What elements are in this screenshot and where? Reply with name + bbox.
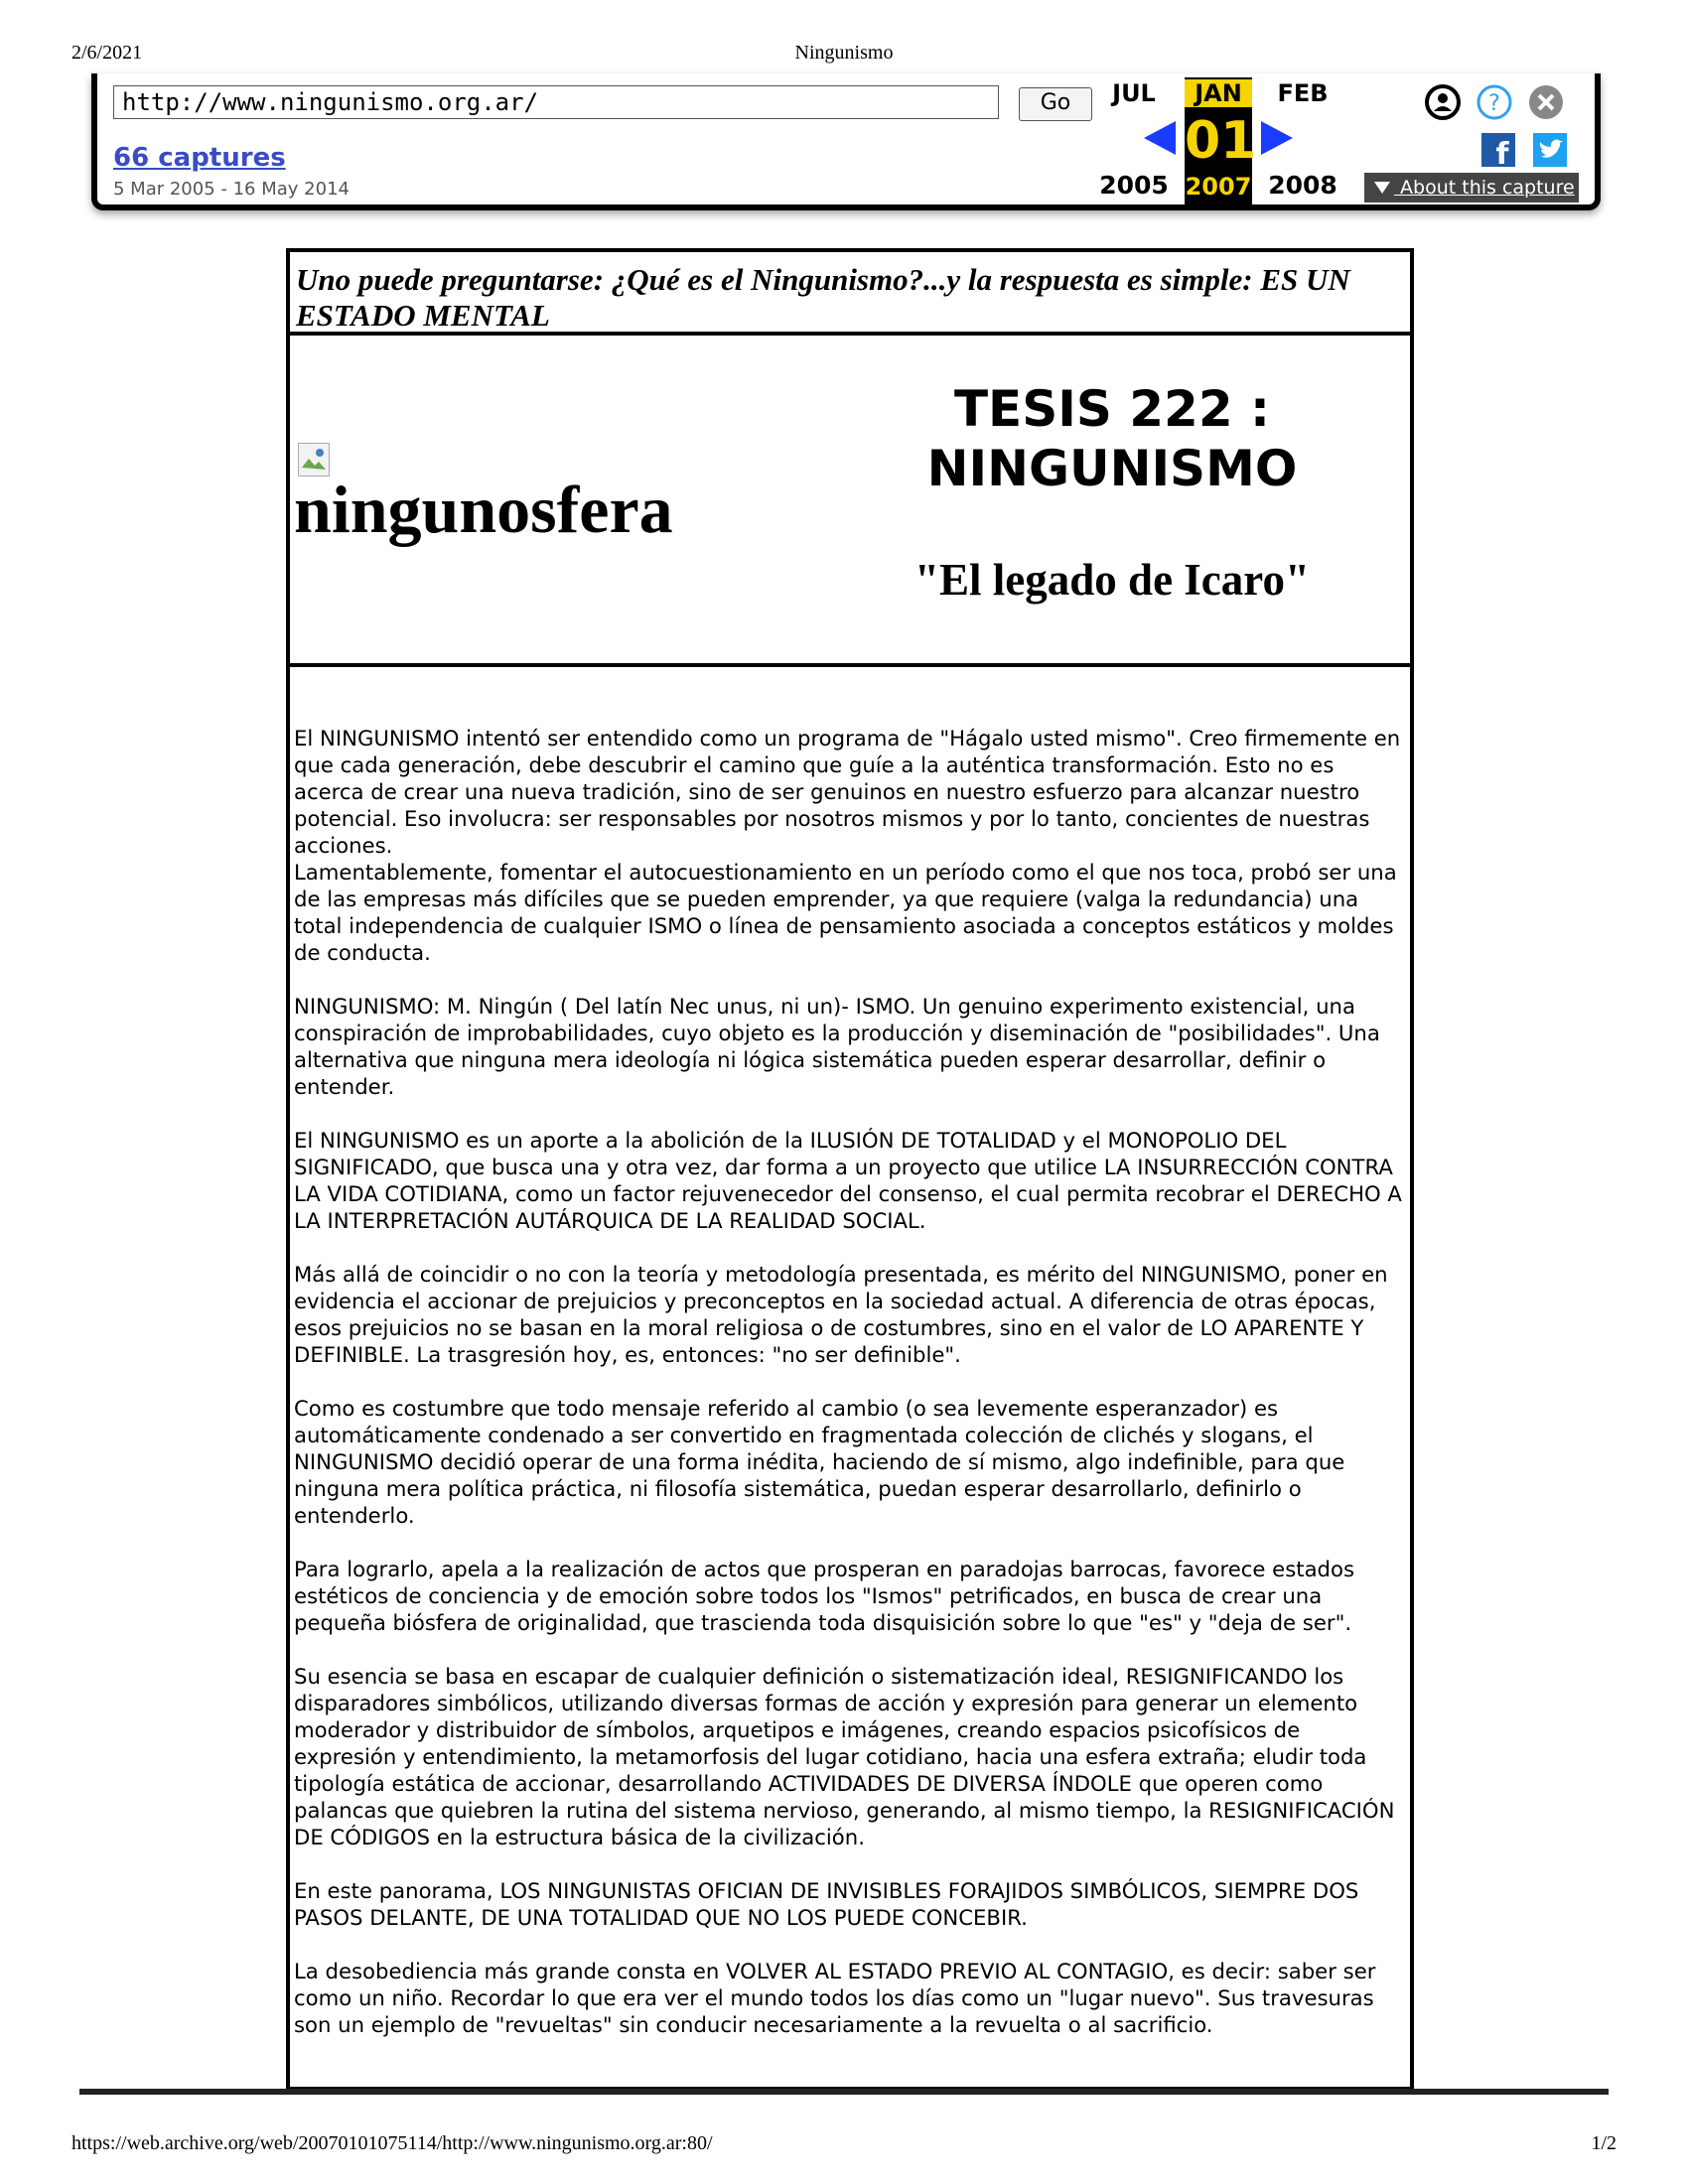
title-line-2: NINGUNISMO <box>926 440 1298 497</box>
current-month: JAN <box>1185 79 1252 107</box>
article-body <box>294 725 1408 2065</box>
next-arrow-icon[interactable] <box>1259 119 1295 157</box>
print-page-number: 1/2 <box>1591 2132 1617 2154</box>
twitter-icon[interactable] <box>1533 133 1567 167</box>
next-year[interactable]: 2008 <box>1268 171 1337 200</box>
tagline: Uno puede preguntarse: ¿Qué es el Ningunismo?...y la respuesta es simple: ES UN ESTADO MENTAL <box>290 252 1410 336</box>
paragraph: Más allá de coincidir o no con la teoría y metodología presentada, es mérito del NINGUNISMO, poner en evidencia el accionar de prejuicios y preconceptos en la sociedad actual. A diferencia de otras épocas, esos prejuicios no se basan en la moral religiosa o de costumbres, sino en el valor de LO APARENTE Y DEFINIBLE. La trasgresión hoy, es, entonces: "no ser definible". <box>294 1262 1388 1367</box>
svg-text:?: ? <box>1488 91 1500 116</box>
paragraph: Su esencia se basa en escapar de cualquier definición o sistematización ideal, RESIGNIFICANDO los disparadores simbólicos, utilizando diversas formas de acción y expresión para generar un elemento moderador y distribuidor de símbolos, arquetipos e imágenes, creando espacios psicofísicos de expresión y entendimiento, la metamorfosis del lugar cotidiano, hacia una esfera extraña; eludir toda tipología estática de accionar, desarrollando ACTIVIDADES DE DIVERSA ÍNDOLE que operen como palancas que quiebren la rutina del sistema nervioso, generando, al mismo tiempo, la RESIGNIFICACIÓN DE CÓDIGOS en la estructura básica de la civilización. <box>294 1664 1395 1849</box>
close-icon[interactable] <box>1527 83 1565 121</box>
about-capture-label: About this capture <box>1394 177 1575 199</box>
paragraph: Lamentablemente, fomentar el autocuestionamiento en un período como el que nos toca, probó ser una de las empresas más difíciles que se pueden emprender, ya que requiere (valga la redundancia) una total independencia de cualquier ISMO o línea de pensamiento asociada a conceptos estáticos y moldes de conducta. <box>294 860 1397 965</box>
paragraph: Como es costumbre que todo mensaje referido al cambio (o sea levemente esperanzador) es automáticamente condenado a ser convertido en fragmentada colección de clichés y slogans, el NINGUNISMO decidió operar de una forma inédita, haciendo de sí mismo, algo indefinible, para que ninguna mera política práctica, ni filosofía sistemática, puedan esperar desarrollarlo, definirlo o entenderlo. <box>294 1396 1345 1528</box>
user-icon[interactable] <box>1424 83 1462 121</box>
header-cell <box>290 336 1410 667</box>
current-capture <box>1185 77 1257 205</box>
paragraph: La desobediencia más grande consta en VOLVER AL ESTADO PREVIO AL CONTAGIO, es decir: saber ser como un niño. Recordar lo que era ver el mundo todos los días como un "lugar nuevo". Sus travesuras son un ejemplo de "revueltas" sin conducir necesariamente a la revuelta o al sacrificio. <box>294 1959 1376 2037</box>
next-month[interactable]: FEB <box>1277 79 1329 107</box>
prev-month[interactable]: JUL <box>1112 79 1156 107</box>
about-capture-button[interactable] <box>1364 173 1579 203</box>
prev-arrow-icon[interactable] <box>1142 119 1178 157</box>
go-button[interactable]: Go <box>1019 87 1092 121</box>
print-title: Ningunismo <box>794 42 894 64</box>
horizontal-scrollbar[interactable] <box>79 2089 1609 2095</box>
url-input[interactable]: http://www.ningunismo.org.ar/ <box>113 85 999 119</box>
wayback-toolbar <box>91 73 1601 210</box>
help-icon[interactable] <box>1476 83 1513 121</box>
page-content-table <box>286 248 1414 2091</box>
svg-text:f: f <box>1495 137 1509 167</box>
capture-range: 5 Mar 2005 - 16 May 2014 <box>113 179 350 200</box>
current-year: 2007 <box>1185 173 1252 201</box>
title-line-1: TESIS 222 : <box>953 380 1271 438</box>
triangle-down-icon <box>1374 182 1390 194</box>
prev-year[interactable]: 2005 <box>1099 171 1169 200</box>
paragraph: El NINGUNISMO intentó ser entendido como un programa de "Hágalo usted mismo". Creo firmemente en que cada generación, debe descubrir el camino que guíe a la auténtica transformación. Esto no es acerca de crear una nueva tradición, sino de ser genuinos en nuestro esfuerzo para alcanzar nuestro potencial. Eso involucra: ser responsables por nosotros mismos y por lo tanto, concientes de nuestras acciones. <box>294 726 1401 858</box>
logo-alt-text: ningunosfera <box>294 472 673 547</box>
paragraph: NINGUNISMO: M. Ningún ( Del latín Nec unus, ni un)- ISMO. Un genuino experimento existencial, una conspiración de improbabilidades, cuyo objeto es la producción y diseminación de "posibilidades". Una alternativa que ninguna mera ideología ni lógica sistemática pueden esperar desarrollar, definir o entender. <box>294 994 1380 1099</box>
print-header <box>0 42 1688 69</box>
print-url: https://web.archive.org/web/20070101075114/http://www.ningunismo.org.ar:80/ <box>71 2132 713 2154</box>
current-day: 01 <box>1185 111 1257 171</box>
captures-link[interactable]: 66 captures <box>113 143 286 173</box>
paragraph: En este panorama, LOS NINGUNISTAS OFICIAN DE INVISIBLES FORAJIDOS SIMBÓLICOS, SIEMPRE DOS PASOS DELANTE, DE UNA TOTALIDAD QUE NO LOS PUEDE CONCEBIR. <box>294 1878 1359 1930</box>
print-footer <box>0 2132 1688 2160</box>
paragraph: El NINGUNISMO es un aporte a la abolición de la ILUSIÓN DE TOTALIDAD y el MONOPOLIO DEL SIGNIFICADO, que busca una y otra vez, dar forma a un proyecto que utilice LA INSURRECCIÓN CONTRA LA VIDA COTIDIANA, como un factor rejuvenecedor del consenso, el cual permita recobrar el DERECHO A LA INTERPRETACIÓN AUTÁRQUICA DE LA REALIDAD SOCIAL. <box>294 1128 1402 1233</box>
paragraph: Para lograrlo, apela a la realización de actos que prosperan en paradojas barrocas, favorece estados estéticos de conciencia y de emoción sobre todos los "Ismos" petrificados, en busca de crear una pequeña biósfera de originalidad, que trascienda toda disquisición sobre lo que "es" y "deja de ser". <box>294 1557 1355 1635</box>
page-title <box>834 379 1390 498</box>
facebook-icon[interactable] <box>1481 133 1515 167</box>
subtitle: "El legado de Icaro" <box>914 555 1310 605</box>
print-date: 2/6/2021 <box>71 42 143 64</box>
